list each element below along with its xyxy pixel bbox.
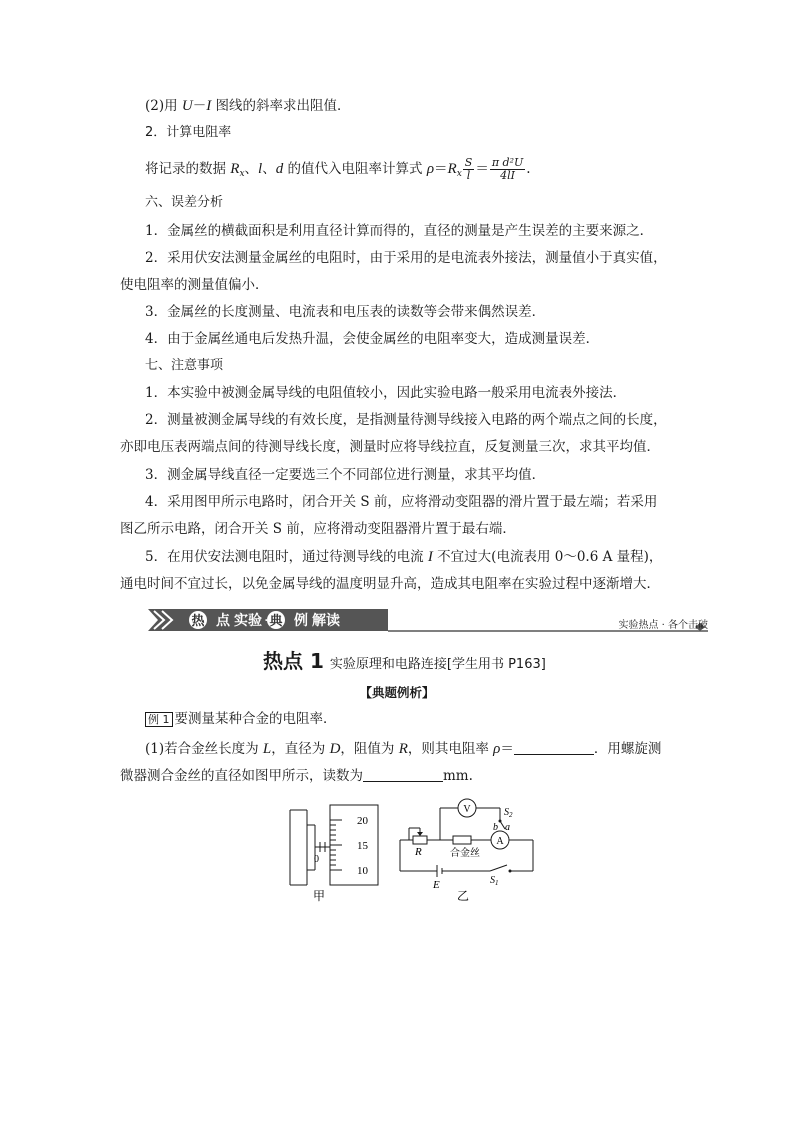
answer-blank-rho[interactable] [514,740,594,755]
switch-s1-label: $S_1$ [490,875,499,887]
rheostat-label: R [415,846,422,858]
note-item-5a: 5．在用伏安法测电阻时，通过待测导线的电流 I 不宜过大(电流表用 0～0.6 A 量程)， [145,549,663,565]
subsection-title: 【典题例析】 [359,685,435,700]
alloy-wire-label: 合金丝 [450,848,480,859]
circuit-figure [395,793,540,903]
tick-label: 20 [357,815,368,827]
tick-label: 15 [357,840,368,852]
note-item-2a: 2．测量被测金属导线的有效长度，是指测量待测导线接入电路的两个端点之间的长度， [145,412,667,428]
zero-label: 0 [314,854,319,865]
note-item-4a: 4．采用图甲所示电路时，闭合开关 S 前，应将滑动变阻器的滑片置于最左端；若采用 [145,494,658,510]
note-item-5b: 通电时间不宜过长，以免金属导线的温度明显升高，造成其电阻率在实验过程中逐渐增大． [120,576,660,592]
voltmeter-label: V [463,804,471,815]
error-item-1: 1．金属丝的横截面积是利用直径计算而得的，直径的测量是产生误差的主要来源之． [145,223,654,239]
example-part-1b: 微器测合金丝的直径如图甲所示，读数为 mm. [120,768,473,784]
formula-line: 将记录的数据 $R_x$、l、d 的值代入电阻率计算式 $\rho=R_x$ $\frac{S}{l}$ ＝ $\frac{\text{π d²U}}{4lI}$ . [145,156,531,182]
banner-text-shiyan: 实验 [234,613,262,629]
example-part-1: (1)若合金丝长度为 L，直径为 D，阻值为 R，则其电阻率 ρ＝ ．用螺旋测 [145,741,662,757]
figure-label-jia: 甲 [313,889,326,903]
heading-error-analysis: 六、误差分析 [145,195,224,210]
section-title [263,645,546,674]
error-item-4: 4．由于金属丝通电后发热升温，会使金属丝的电阻率变大，造成测量误差． [145,331,600,347]
banner-char-4: 例 [294,613,308,629]
slider-arrow-icon [417,832,423,836]
example-question: 例 1 要测量某种合金的电阻率． [145,710,337,728]
banner-right-tag: 实验热点 · 各个击破 [618,620,708,631]
node-b-label: b [493,822,498,833]
banner-char-1: 热 [191,614,205,629]
error-item-2a: 2．采用伏安法测量金属丝的电阻时，由于采用的是电流表外接法，测量值小于真实值， [145,250,667,266]
heading-notes: 七、注意事项 [145,358,224,373]
banner-dot: · [264,613,269,629]
node-a-label: a [505,822,510,833]
error-item-3: 3．金属丝的长度测量、电流表和电压表的读数等会带来偶然误差． [145,304,546,320]
banner-char-2: 点 [216,613,230,629]
banner-char-3: 典 [269,614,283,629]
step-text: (2)用 U－I 图线的斜率求出阻值． [145,98,351,114]
micrometer-figure [285,800,385,905]
answer-blank-reading[interactable] [363,767,443,782]
ammeter-label: A [496,836,504,847]
note-item-3: 3．测金属导线直径一定要选三个不同部位进行测量，求其平均值． [145,467,546,483]
battery-label: E [433,879,440,891]
note-item-2b: 亦即电压表两端点间的待测导线长度，测量时应将导线拉直，反复测量三次，求其平均值． [120,439,660,455]
example-badge: 例 1 [145,712,173,727]
fraction-pi-d2u: $\frac{\text{π d²U}}{4lI}$ [491,156,524,182]
banner-text-jiedu: 解读 [312,613,340,629]
note-item-4b: 图乙所示电路，闭合开关 S 前，应将滑动变阻器滑片置于最右端． [120,521,516,537]
subheading-calc-resistivity: 2．计算电阻率 [145,125,232,140]
error-item-2b: 使电阻率的测量值偏小． [120,277,269,293]
note-item-1: 1．本实验中被测金属导线的电阻值较小，因此实验电路一般采用电流表外接法． [145,385,627,401]
switch-s2-label: $S_2$ [504,807,513,819]
fraction-s-over-l: $\frac{S}{l}$ [464,156,473,182]
section-title-small: 实验原理和电路连接[学生用书 P163] [329,657,546,672]
figure-label-yi: 乙 [457,889,470,903]
tick-label: 10 [357,865,368,877]
section-title-big: 热点 1 [263,649,324,673]
